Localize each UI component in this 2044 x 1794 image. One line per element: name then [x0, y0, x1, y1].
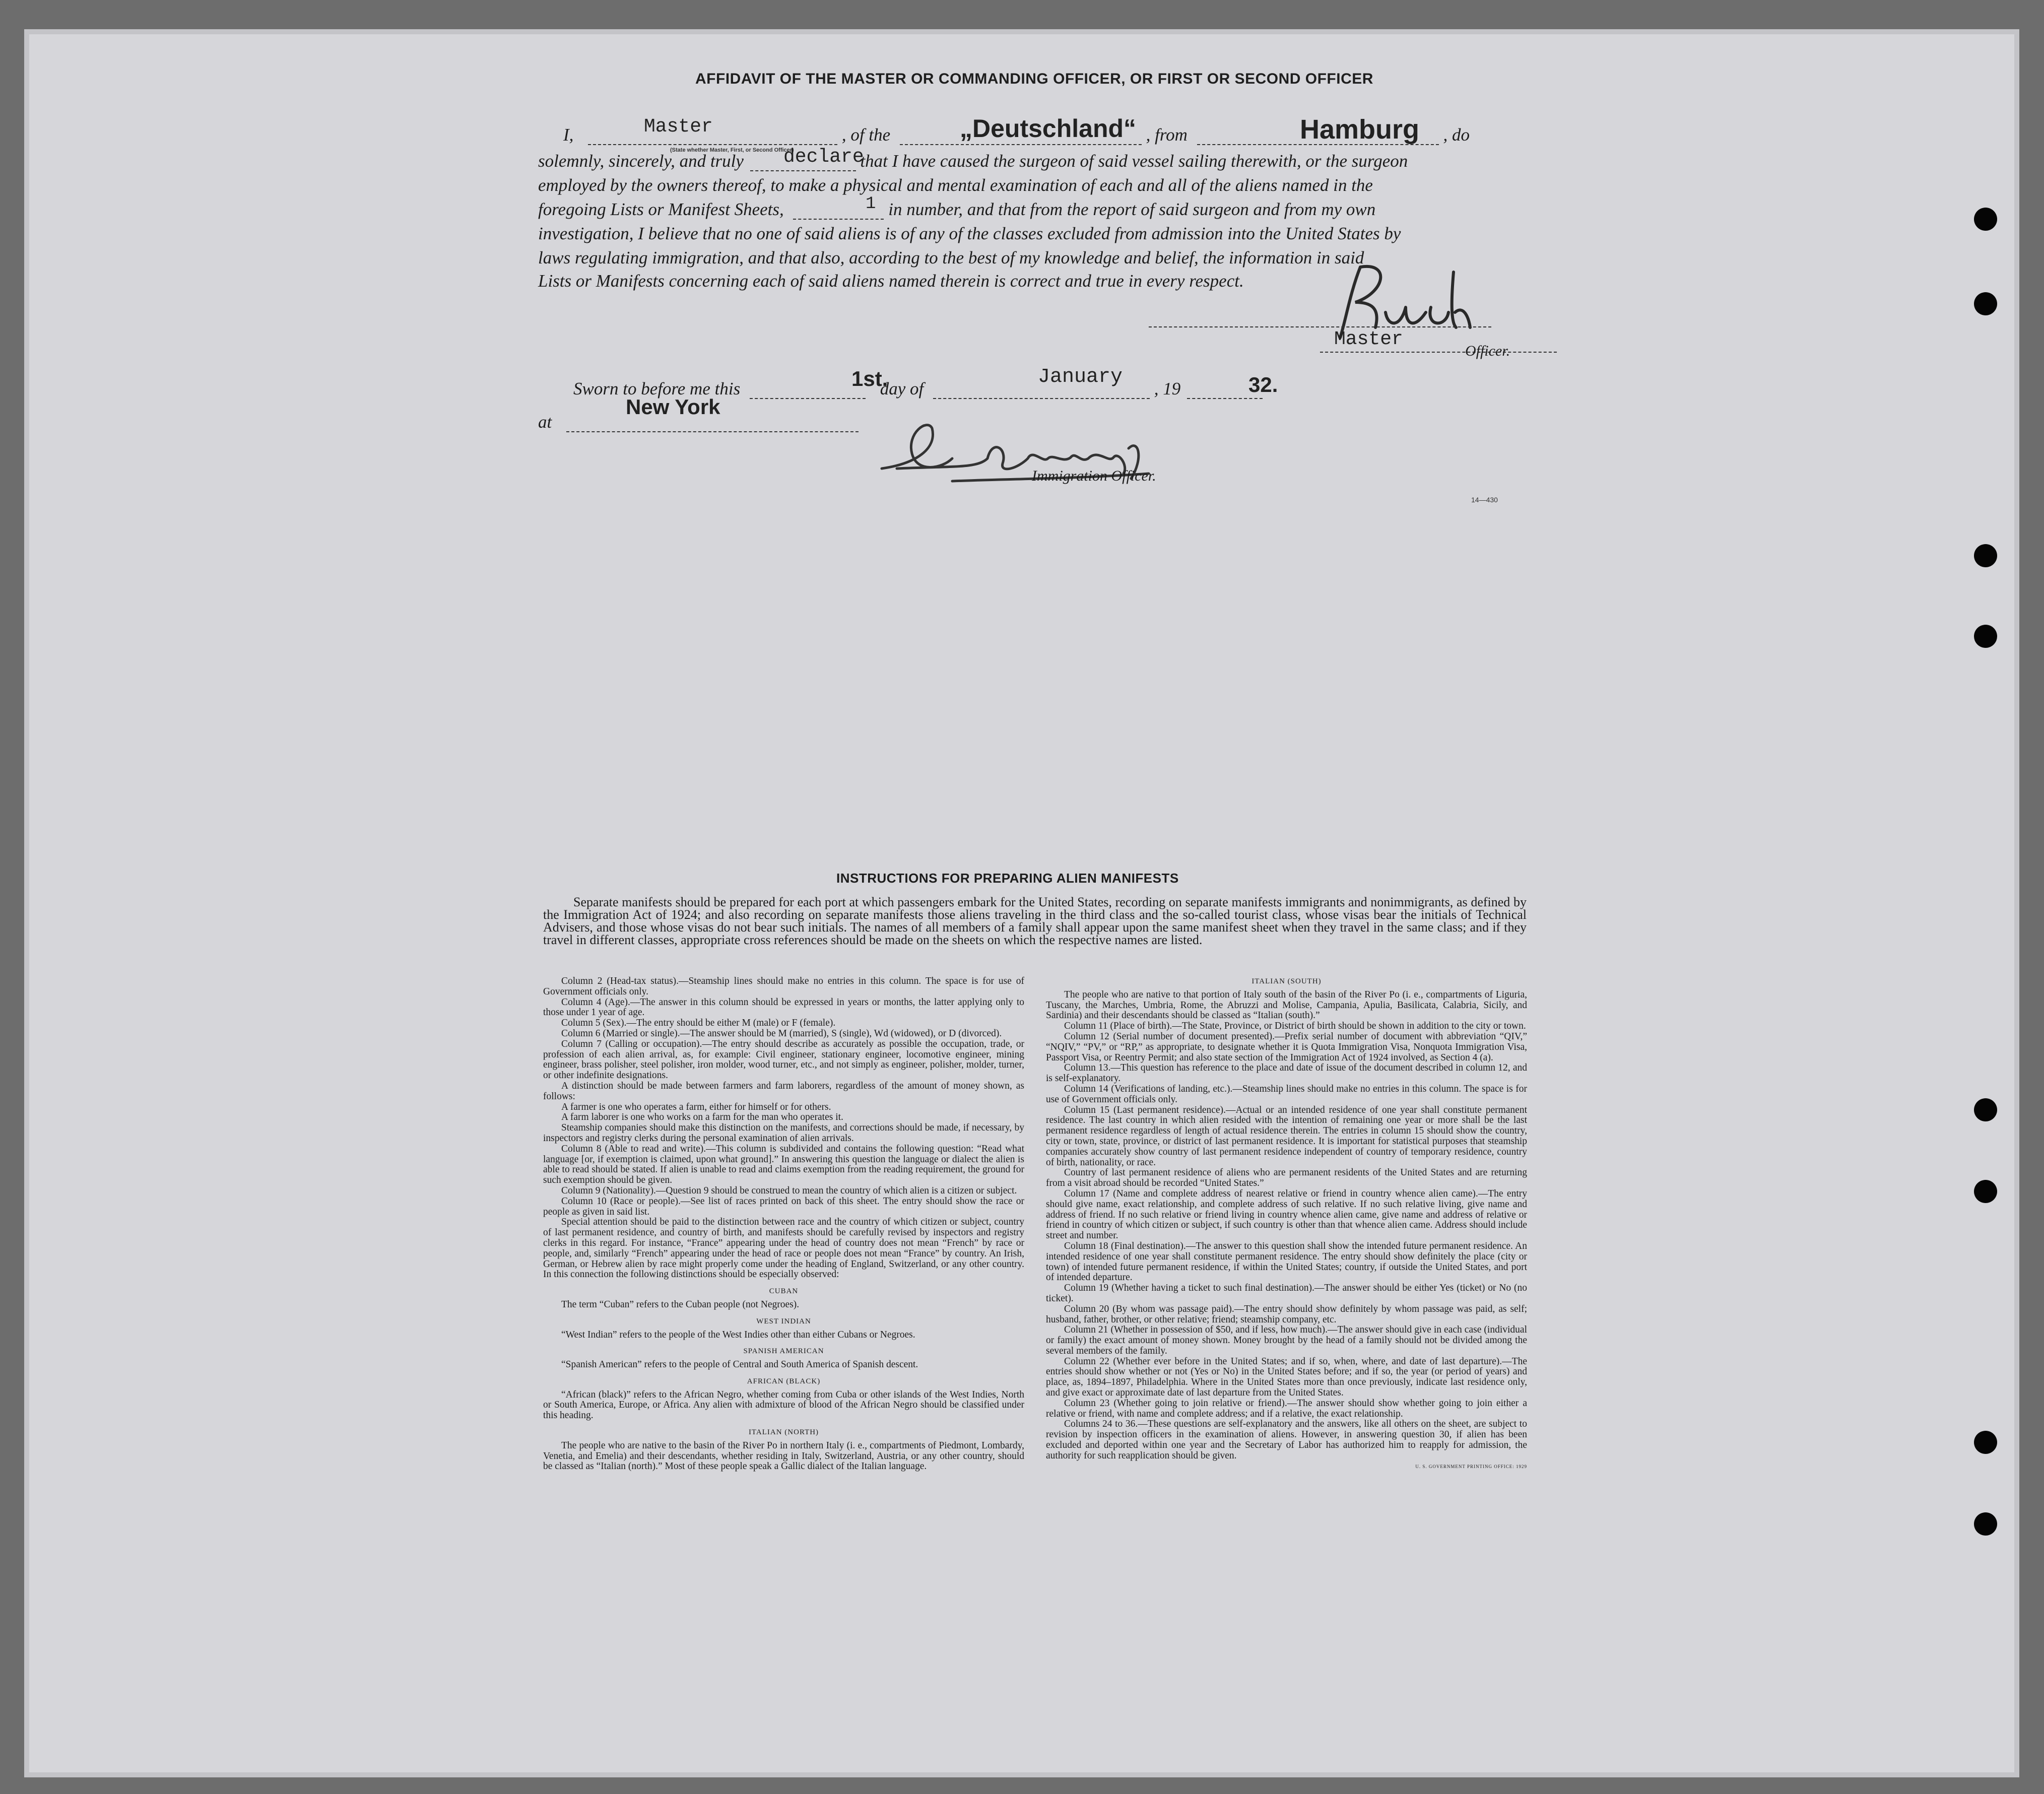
- column-10-instruction: Column 10 (Race or people).—See list of races printed on back of this sheet. The entry should show the race or people as given in said list.: [543, 1195, 1024, 1217]
- column-6-instruction: Column 6 (Married or single).—The answer should be M (married), S (single), Wd (widowed), or D (divorced).: [561, 1028, 1002, 1039]
- column-7-instruction: Column 7 (Calling or occupation).—The entry should describe as accurately as possible the occupation, trade, or profession of each alien arrival, as, for example: Civil engineer, stationary engineer, locomotive engineer, mining engineer, brass polisher, steel polisher, iron molder, wood turner, etc., and not simply as engineer, polisher, molder, turner, or other indefinite designations.: [543, 1038, 1024, 1081]
- west-indian-definition: “West Indian” refers to the people of the West Indies other than either Cubans or Negroes.: [561, 1329, 915, 1340]
- affidavit-line-3: employed by the owners thereof, to make a physical and mental examination of each and all of the aliens named in the: [538, 175, 1373, 195]
- master-signature-line: [1149, 326, 1491, 327]
- spanish-american-heading: SPANISH AMERICAN: [743, 1347, 824, 1356]
- binder-hole: [1974, 1431, 1997, 1454]
- sworn-year-value: 32.: [1248, 373, 1278, 396]
- binder-hole: [1974, 1098, 1997, 1121]
- columns-24-36-instruction: Columns 24 to 36.—These questions are self-explanatory and the answers, like all others on the sheet, are subject to revision by inspection officers in the examination of aliens. However, in answering question 30, if alien has been excluded and deported within one year and the Secretary of Labor has authorized him to reapply for admission, the authority for such reapplication should be given.: [1046, 1419, 1527, 1461]
- sheet-count-value: 1: [866, 194, 876, 214]
- binder-hole: [1974, 1512, 1997, 1536]
- italian-north-heading: ITALIAN (NORTH): [748, 1428, 819, 1437]
- column-19-instruction: Column 19 (Whether having a ticket to such final destination).—The answer should be either Yes (ticket) or No (no ticket).: [1046, 1283, 1527, 1304]
- ship-name: „Deutschland“: [960, 114, 1137, 143]
- column-11-instruction: Column 11 (Place of birth).—The State, Province, or District of birth should be shown in addition to the city or town.: [1064, 1021, 1526, 1032]
- instructions-right-column: [1046, 976, 1527, 1472]
- port-name: Hamburg: [1300, 114, 1420, 145]
- column-20-instruction: Column 20 (By whom was passage paid).—The entry should show definitely by whom passage was paid, as self; husband, father, brother, or other relative; friend; steamship company, etc.: [1046, 1303, 1527, 1325]
- signer-rank: Master: [1334, 328, 1403, 350]
- farm-laborer-definition: A farm laborer is one who works on a farm for the man who operates it.: [561, 1112, 843, 1123]
- column-5-instruction: Column 5 (Sex).—The entry should be either M (male) or F (female).: [561, 1018, 836, 1029]
- cuban-heading: CUBAN: [769, 1287, 799, 1296]
- instructions-left-column: [543, 976, 1024, 1472]
- farmer-distinction: A distinction should be made between farmers and farm laborers, regardless of the amount of money shown, as follows:: [543, 1080, 1024, 1102]
- italian-north-definition: The people who are native to the basin of the River Po in northern Italy (i. e., compartments of Piedmont, Lombardy, Venetia, and Emelia) and their descendants, whether residing in Italy, Switzerland, Austria, or any other country, should be classed as “Italian (north).” Most of these people speak a Gallic dialect of the Italian language.: [543, 1440, 1024, 1472]
- printer-imprint: U. S. GOVERNMENT PRINTING OFFICE: 1929: [1415, 1464, 1527, 1469]
- affidavit-line-5: investigation, I believe that no one of said aliens is of any of the classes excluded from admission into the United States by: [538, 224, 1401, 243]
- column-4-instruction: Column 4 (Age).—The answer in this column should be expressed in years or months, the latter applying only to those under 1 year of age.: [543, 996, 1024, 1018]
- affidavit-line-7: Lists or Manifests concerning each of said aliens named therein is correct and true in every respect.: [538, 271, 1244, 291]
- column-17-instruction: Column 17 (Name and complete address of nearest relative or friend in country whence alien came).—The entry should give name, exact relationship, and complete address of such relative. If no such relative living, give name and address of friend. If no such relative or friend living in country whence alien came, give name and address of relative or friend in country of which citizen or subject, if such country is other than that whence alien came. Address should include street and number.: [1046, 1188, 1527, 1241]
- west-indian-heading: WEST INDIAN: [756, 1317, 811, 1325]
- column-13-instruction: Column 13.—This question has reference to the place and date of issue of the document described in column 12, and is self-explanatory.: [1046, 1062, 1527, 1084]
- at-line: at: [538, 412, 859, 432]
- sworn-day-value: 1st.: [851, 367, 888, 390]
- binder-hole: [1974, 544, 1997, 567]
- instructions-title: INSTRUCTIONS FOR PREPARING ALIEN MANIFESTS: [836, 871, 1179, 886]
- officer-label: Officer.: [1465, 343, 1510, 359]
- column-21-instruction: Column 21 (Whether in possession of $50, and if less, how much).—The answer should give in each case (individual or family) the exact amount of money shown. Money brought by the head of a family should not be divided among the several members of the family.: [1046, 1324, 1527, 1356]
- declare-value: declare: [783, 146, 864, 168]
- column-14-instruction: Column 14 (Verifications of landing, etc.).—Steamship lines should make no entries in this column. The space is for use of Government officials only.: [1046, 1083, 1527, 1105]
- column-12-instruction: Column 12 (Serial number of document presented).—Prefix serial number of document with abbreviation “QIV,” “NQIV,” “PV,” or “RP,” as appropriate, to designate whether it is Quota Immigration Visa, Nonquota Immigration Visa, Passport Visa, or Reentry Permit; and also state section of the Immigration Act of 1924 involved, as Section 4 (a).: [1046, 1031, 1527, 1063]
- binder-hole: [1974, 625, 1997, 648]
- last-residence-note: Country of last permanent residence of aliens who are permanent residents of the United States and are returning from a visit abroad should be recorded “United States.”: [1046, 1167, 1527, 1189]
- sworn-month-value: January: [1038, 366, 1123, 388]
- italian-south-heading: ITALIAN (SOUTH): [1251, 977, 1322, 985]
- farmer-definition: A farmer is one who operates a farm, either for himself or for others.: [561, 1101, 831, 1112]
- affidavit-title: AFFIDAVIT OF THE MASTER OR COMMANDING OFFICER, OR FIRST OR SECOND OFFICER: [695, 71, 1373, 87]
- column-2-instruction: Column 2 (Head-tax status).—Steamship lines should make no entries in this column. The space is for use of Government officials only.: [543, 976, 1024, 997]
- african-black-definition: “African (black)” refers to the African Negro, whether coming from Cuba or other islands of the West Indies, North or South America, Europe, or Africa. Any alien with admixture of blood of the African Negro should be classified under this heading.: [543, 1389, 1024, 1421]
- immigration-officer-label: Immigration Officer.: [1032, 468, 1156, 484]
- form-number: 14—430: [1471, 496, 1498, 504]
- rank-caption: (State whether Master, First, or Second Officer): [670, 147, 794, 153]
- steamship-distinction: Steamship companies should make this distinction on the manifests, and corrections should be made, if necessary, by inspectors and registry clerks during the personal examination of alien arrivals.: [543, 1122, 1024, 1144]
- instructions-intro: Separate manifests should be prepared for each port at which passengers embark for the United States, recording on separate manifests immigrants and nonimmigrants, as defined by the Immigration Act of 1924; and also recording on separate manifests those aliens traveling in the third class and the so-called tourist class, whose visas bear the initials of Technical Advisers, and those whose visas do not bear such initials. The names of all members of a family shall appear upon the same manifest sheet when they travel in the same class; and if they travel in different classes, appropriate cross references should be made on the sheets on which the respective names are listed.: [543, 895, 1527, 947]
- binder-hole: [1974, 208, 1997, 231]
- column-9-instruction: Column 9 (Nationality).—Question 9 should be construed to mean the country of which alien is a citizen or subject.: [561, 1185, 1017, 1196]
- column-23-instruction: Column 23 (Whether going to join relative or friend).—The answer should show whether going to join either a relative or friend, with name and complete address; and if a relative, the exact relationship.: [1046, 1398, 1527, 1419]
- place-value: New York: [626, 395, 720, 419]
- sworn-line: Sworn to before me this day of , 19: [573, 379, 1379, 399]
- column-22-instruction: Column 22 (Whether ever before in the United States; and if so, when, where, and date of last departure).—The entries should show whether or not (Yes or No) in the United States before; and if so, the year (or period of years) and place, as, 1894–1897, Philadelphia. Where in the United States more than once previously, indicate last residence only, and give exact or approximate date of last departure from the United States.: [1046, 1356, 1527, 1399]
- affidavit-line-4: foregoing Lists or Manifest Sheets, in number, and that from the report of said surgeon and from my own: [538, 200, 1376, 219]
- affidavit-line-1: I, , of the , from , do: [563, 125, 1470, 145]
- italian-south-definition: The people who are native to that portion of Italy south of the basin of the River Po (i. e., compartments of Liguria, Tuscany, the Marches, Umbria, Rome, the Abruzzi and Molise, Campania, Apulia, Basilicata, Calabria, Sicily, and Sardinia) and their descendants should be classed as “Italian (south).”: [1046, 989, 1527, 1021]
- binder-hole: [1974, 292, 1997, 315]
- spanish-american-definition: “Spanish American” refers to the people of Central and South America of Spanish descent.: [561, 1359, 918, 1370]
- cuban-definition: The term “Cuban” refers to the Cuban people (not Negroes).: [561, 1299, 800, 1310]
- column-18-instruction: Column 18 (Final destination).—The answer to this question shall show the intended future permanent residence. An intended residence of one year shall constitute permanent residence. The entry should show definitely the place (city or town) of intended future permanent residence, if within the United States; country, if outside the United States, and port of intended departure.: [1046, 1240, 1527, 1283]
- affidavit-line-6: laws regulating immigration, and that also, according to the best of my knowledge and belief, the information in said: [538, 248, 1364, 268]
- column-8-instruction: Column 8 (Able to read and write).—This column is subdivided and contains the following question: “Read what language [or, if exemption is claimed, upon what ground].” In answering this question the language or dialect the alien is able to read should be stated. If alien is unable to read and claims exemption from the reading requirement, the ground for such exemption should be given.: [543, 1143, 1024, 1186]
- affidavit-line-2: solemnly, sincerely, and truly that I have caused the surgeon of said vessel sailing therewith, or the surgeon: [538, 151, 1408, 171]
- officer-rank-value: Master: [644, 116, 713, 138]
- binder-hole: [1974, 1180, 1997, 1203]
- african-black-heading: AFRICAN (BLACK): [747, 1377, 821, 1385]
- signer-rank-underline: [1320, 352, 1557, 353]
- column-15-instruction: Column 15 (Last permanent residence).—Actual or an intended residence of one year shall constitute permanent residence. The last country in which alien resided with the intention of remaining one year or more shall be the last permanent residence regardless of length of actual residence therein. The entries in column 15 should show the country, city or town, state, province, or district of last permanent residence. It is important for statistical purposes that steamship companies accurately show country of last permanent residence independent of country of temporary residence, country of birth, nationality, or race.: [1046, 1104, 1527, 1168]
- race-distinction-note: Special attention should be paid to the distinction between race and the country of which citizen or subject, country of last permanent residence, and country of birth, and manifests should be carefully revised by inspectors and registry clerks in this regard. For instance, “France” appearing under the head of country does not mean “French” by race or people, and, similarly “French” appearing under the head of race or people does not mean “France” by country. An Irish, German, or Hebrew alien by race might properly come under the heading of England, Switzerland, or any other country. In this connection the following distinctions should be especially observed:: [543, 1217, 1024, 1280]
